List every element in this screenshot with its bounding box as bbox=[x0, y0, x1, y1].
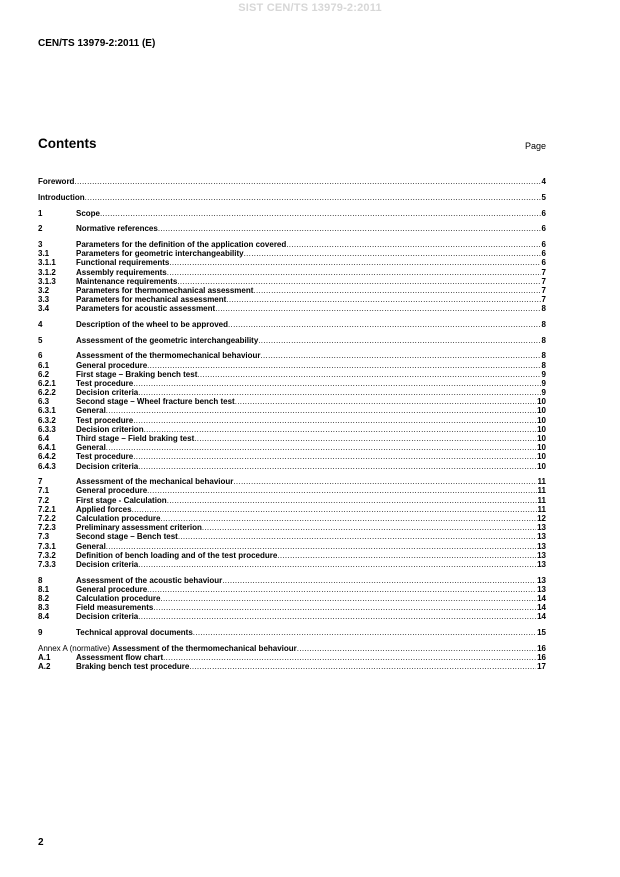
toc-entry[interactable] bbox=[38, 320, 546, 329]
dot-leader bbox=[235, 397, 536, 406]
toc-entry-number: 6.2.2 bbox=[38, 388, 56, 398]
toc-entry-page: 13 bbox=[537, 523, 546, 533]
contents-heading: Contents bbox=[38, 136, 97, 151]
toc-entry[interactable] bbox=[38, 541, 546, 550]
toc-entry[interactable] bbox=[38, 452, 546, 461]
toc-entry-title: Maintenance requirements bbox=[76, 276, 178, 286]
toc-entry-title: Technical approval documents bbox=[76, 628, 193, 638]
toc-entry-page: 13 bbox=[537, 541, 546, 551]
toc-entry-number: 3.1.2 bbox=[38, 267, 56, 277]
dot-leader bbox=[133, 416, 536, 425]
toc-entry-page: 11 bbox=[537, 504, 546, 514]
toc-entry[interactable] bbox=[38, 523, 546, 532]
toc-entry-number: 3.1.3 bbox=[38, 276, 56, 286]
toc-entry-number: 6 bbox=[38, 351, 43, 361]
toc-entry-page: 8 bbox=[541, 335, 546, 345]
toc-entry-title: Assessment of the mechanical behaviour bbox=[76, 477, 234, 487]
toc-entry-page: 9 bbox=[541, 378, 546, 388]
toc-entry-number: 6.4.2 bbox=[38, 452, 56, 462]
dot-leader bbox=[178, 532, 536, 541]
toc-entry-number: 7.3.2 bbox=[38, 550, 56, 560]
toc-entry[interactable] bbox=[38, 495, 546, 504]
toc-entry-page: 16 bbox=[537, 643, 546, 653]
page-column-label: Page bbox=[524, 141, 546, 151]
toc-entry-title: Parameters for mechanical assessment bbox=[76, 295, 227, 305]
toc-entry[interactable] bbox=[38, 644, 546, 653]
toc-entry[interactable] bbox=[38, 360, 546, 369]
toc-entry[interactable] bbox=[38, 177, 546, 186]
toc-entry[interactable] bbox=[38, 388, 546, 397]
toc-entry-title: Decision criteria bbox=[76, 388, 139, 398]
toc-entry-number: 7.2.3 bbox=[38, 523, 56, 533]
toc-entry[interactable] bbox=[38, 351, 546, 360]
toc-entry-title: Functional requirements bbox=[76, 258, 170, 268]
toc-entry[interactable] bbox=[38, 653, 546, 662]
dot-leader bbox=[133, 452, 536, 461]
toc-entry[interactable] bbox=[38, 603, 546, 612]
toc-entry-title: General bbox=[76, 406, 106, 416]
toc-entry-title: Field measurements bbox=[76, 603, 154, 613]
dot-leader bbox=[163, 653, 536, 662]
toc-entry-title: Decision criterion bbox=[76, 424, 144, 434]
toc-entry-number: 3 bbox=[38, 239, 43, 249]
dot-leader bbox=[177, 277, 540, 286]
toc-entry-number: 8.4 bbox=[38, 612, 50, 622]
dot-leader bbox=[158, 224, 541, 233]
toc-entry-page: 15 bbox=[537, 628, 546, 638]
toc-entry-title: General procedure bbox=[76, 486, 148, 496]
toc-entry-title: Foreword bbox=[38, 177, 75, 187]
toc-entry[interactable] bbox=[38, 415, 546, 424]
toc-entry-page: 6 bbox=[541, 239, 546, 249]
toc-entry-title: First stage - Calculation bbox=[76, 495, 167, 505]
toc-entry[interactable] bbox=[38, 267, 546, 276]
dot-leader bbox=[138, 612, 536, 621]
toc-entry[interactable] bbox=[38, 406, 546, 415]
toc-entry-page: 8 bbox=[541, 304, 546, 314]
toc-entry-number: 6.4.3 bbox=[38, 461, 56, 471]
toc-entry-page: 7 bbox=[541, 267, 546, 277]
toc-entry[interactable] bbox=[38, 575, 546, 584]
dot-leader bbox=[132, 505, 537, 514]
dot-leader bbox=[222, 576, 536, 585]
toc-entry-number: 8.3 bbox=[38, 603, 50, 613]
dot-leader bbox=[133, 379, 540, 388]
toc-entry[interactable] bbox=[38, 514, 546, 523]
toc-entry[interactable] bbox=[38, 628, 546, 637]
toc-entry-page: 10 bbox=[537, 415, 546, 425]
toc-entry-page: 9 bbox=[541, 388, 546, 398]
toc-entry-number: 3.2 bbox=[38, 285, 50, 295]
dot-leader bbox=[233, 477, 536, 486]
toc-entry-title: Decision criteria bbox=[76, 559, 139, 569]
toc-entry-page: 10 bbox=[537, 452, 546, 462]
toc-entry-title: General procedure bbox=[76, 360, 148, 370]
toc-entry-number: 8 bbox=[38, 575, 43, 585]
dot-leader bbox=[253, 286, 540, 295]
dot-leader bbox=[202, 523, 536, 532]
dot-leader bbox=[226, 295, 540, 304]
page-number: 2 bbox=[38, 837, 44, 848]
toc-entry-title: Scope bbox=[76, 208, 101, 218]
toc-entry-title: General procedure bbox=[76, 584, 148, 594]
toc-entry-title: Parameters for acoustic assessment bbox=[76, 304, 216, 314]
toc-entry-title: Introduction bbox=[38, 192, 85, 202]
toc-entry-number: 5 bbox=[38, 335, 43, 345]
toc-entry-page: 10 bbox=[537, 443, 546, 453]
toc-entry-number: 2 bbox=[38, 224, 43, 234]
dot-leader bbox=[138, 388, 540, 397]
toc-entry-title: Calculation procedure bbox=[76, 594, 161, 603]
dot-leader bbox=[167, 268, 541, 277]
toc-entry[interactable] bbox=[38, 425, 546, 434]
toc-entry-page: 10 bbox=[537, 424, 546, 434]
document-id: CEN/TS 13979-2:2011 (E) bbox=[38, 38, 156, 49]
toc-entry-number: 3.3 bbox=[38, 295, 50, 305]
toc-entry-page: 5 bbox=[541, 192, 546, 202]
toc-entry-page: 13 bbox=[537, 550, 546, 560]
dot-leader bbox=[147, 361, 540, 370]
toc-entry-page: 13 bbox=[537, 584, 546, 594]
toc-entry-number: 3.1.1 bbox=[38, 258, 56, 268]
toc-entry-number: 7.1 bbox=[38, 486, 50, 496]
toc-entry-title: Braking bench test procedure bbox=[76, 662, 190, 672]
toc-entry-page: 17 bbox=[537, 662, 546, 672]
toc-entry[interactable] bbox=[38, 224, 546, 233]
toc-entry-title: Assembly requirements bbox=[76, 267, 167, 277]
dot-leader bbox=[286, 240, 540, 249]
toc-entry-number: 1 bbox=[38, 208, 43, 218]
toc-entry-page: 10 bbox=[537, 434, 546, 443]
dot-leader bbox=[138, 560, 536, 569]
toc-entry-title: Preliminary assessment criterion bbox=[76, 523, 202, 533]
dot-leader bbox=[277, 551, 536, 560]
toc-entry[interactable] bbox=[38, 662, 546, 671]
toc-entry-title: Parameters for geometric interchangeability bbox=[76, 249, 244, 259]
toc-entry-page: 11 bbox=[537, 495, 546, 505]
toc-entry-title: Third stage – Field braking test bbox=[76, 434, 195, 443]
dot-leader bbox=[197, 370, 540, 379]
toc-entry-page: 16 bbox=[537, 652, 546, 662]
toc-entry-title: Parameters for thermomechanical assessment bbox=[76, 285, 254, 295]
toc-entry-page: 8 bbox=[541, 319, 546, 329]
dot-leader bbox=[215, 304, 540, 313]
toc-entry[interactable] bbox=[38, 551, 546, 560]
toc-entry-page: 6 bbox=[541, 208, 546, 218]
dot-leader bbox=[297, 644, 536, 653]
toc-entry-number: 7.2.2 bbox=[38, 514, 56, 523]
toc-entry-page: 10 bbox=[537, 461, 546, 471]
dot-leader bbox=[189, 662, 536, 671]
toc-entry-number: A.2 bbox=[38, 662, 51, 672]
toc-entry-title: Assessment of the geometric interchangeability bbox=[76, 335, 259, 345]
watermark: SIST CEN/TS 13979-2:2011 bbox=[238, 2, 382, 14]
dot-leader bbox=[100, 209, 541, 218]
dot-leader bbox=[74, 177, 540, 186]
toc-entry[interactable] bbox=[38, 612, 546, 621]
toc-entry-page: 9 bbox=[541, 369, 546, 379]
toc-entry-title: Definition of bench loading and of the test procedure bbox=[76, 550, 278, 560]
toc-entry[interactable] bbox=[38, 532, 546, 541]
dot-leader bbox=[160, 594, 536, 603]
dot-leader bbox=[106, 406, 536, 415]
toc-entry[interactable] bbox=[38, 208, 546, 217]
toc-entry-number: 9 bbox=[38, 628, 43, 638]
toc-entry-page: 14 bbox=[537, 612, 546, 622]
toc-entry-title: Parameters for the definition of the application covered bbox=[76, 239, 287, 249]
toc-entry-title: Applied forces bbox=[76, 504, 132, 514]
table-of-contents bbox=[38, 177, 546, 671]
toc-entry-number: 7 bbox=[38, 477, 43, 487]
toc-entry-title: First stage – Braking bench test bbox=[76, 369, 198, 379]
toc-entry-number: 6.3.1 bbox=[38, 406, 56, 416]
toc-entry-number: 6.2.1 bbox=[38, 378, 56, 388]
toc-entry-number: 3.1 bbox=[38, 249, 50, 259]
toc-entry-page: 8 bbox=[541, 360, 546, 370]
toc-entry[interactable] bbox=[38, 295, 546, 304]
annex-label: Annex A bbox=[38, 643, 70, 653]
dot-leader bbox=[193, 628, 536, 637]
dot-leader bbox=[169, 258, 540, 267]
toc-entry[interactable] bbox=[38, 585, 546, 594]
toc-entry-page: 4 bbox=[541, 177, 546, 187]
toc-entry-page: 13 bbox=[537, 532, 546, 542]
toc-entry-number: 4 bbox=[38, 319, 43, 329]
toc-entry[interactable] bbox=[38, 594, 546, 603]
toc-entry-page: 7 bbox=[541, 276, 546, 286]
toc-entry-page: 11 bbox=[537, 477, 546, 487]
toc-entry-title: Assessment of the acoustic behaviour bbox=[76, 575, 223, 585]
dot-leader bbox=[106, 443, 536, 452]
toc-entry-page: 8 bbox=[541, 351, 546, 361]
toc-entry[interactable] bbox=[38, 370, 546, 379]
toc-entry-number: 7.2.1 bbox=[38, 504, 56, 514]
dot-leader bbox=[153, 603, 536, 612]
toc-entry[interactable] bbox=[38, 277, 546, 286]
toc-entry-number: A.1 bbox=[38, 652, 51, 662]
dot-leader bbox=[147, 486, 536, 495]
toc-entry-number: 7.3.3 bbox=[38, 559, 56, 569]
toc-entry[interactable] bbox=[38, 560, 546, 569]
toc-entry-title: Test procedure bbox=[76, 415, 134, 425]
toc-entry[interactable] bbox=[38, 477, 546, 486]
toc-entry-number: 3.4 bbox=[38, 304, 50, 314]
dot-leader bbox=[144, 425, 537, 434]
toc-entry-title: General bbox=[76, 443, 106, 453]
toc-entry-page: 12 bbox=[537, 514, 546, 523]
toc-entry-number: 6.4 bbox=[38, 434, 50, 443]
toc-entry-page: 10 bbox=[537, 406, 546, 416]
toc-entry-page: 14 bbox=[537, 594, 546, 603]
toc-entry-page: 7 bbox=[541, 285, 546, 295]
dot-leader bbox=[194, 434, 536, 443]
toc-entry-page: 7 bbox=[541, 295, 546, 305]
toc-entry-number: 7.3 bbox=[38, 532, 50, 542]
toc-entry-title: Assessment of the thermomechanical behaviour bbox=[76, 351, 261, 361]
toc-entry-number: 6.4.1 bbox=[38, 443, 56, 453]
dot-leader bbox=[167, 496, 537, 505]
toc-entry-title: Second stage – Wheel fracture bench test bbox=[76, 397, 235, 407]
toc-entry-page: 6 bbox=[541, 249, 546, 259]
toc-entry-page: 13 bbox=[537, 575, 546, 585]
dot-leader bbox=[160, 514, 536, 523]
toc-entry-title: Second stage – Bench test bbox=[76, 532, 178, 542]
dot-leader bbox=[85, 193, 541, 202]
toc-entry-page: 10 bbox=[537, 397, 546, 407]
toc-entry-page: 6 bbox=[541, 258, 546, 268]
toc-entry-page: 14 bbox=[537, 603, 546, 613]
dot-leader bbox=[106, 542, 536, 551]
toc-entry-number: 8.1 bbox=[38, 584, 50, 594]
toc-entry-page: 11 bbox=[537, 486, 546, 496]
toc-entry-title: Decision criteria bbox=[76, 612, 139, 622]
toc-entry-title: Normative references bbox=[76, 224, 158, 234]
toc-entry-title bbox=[38, 644, 297, 653]
toc-entry[interactable] bbox=[38, 258, 546, 267]
dot-leader bbox=[138, 462, 536, 471]
toc-entry-title: Calculation procedure bbox=[76, 514, 161, 523]
annex-note: (normative) bbox=[69, 643, 113, 653]
toc-entry-number: 6.2 bbox=[38, 369, 50, 379]
toc-entry-page: 13 bbox=[537, 559, 546, 569]
toc-entry[interactable] bbox=[38, 193, 546, 202]
toc-entry-number: 8.2 bbox=[38, 594, 50, 603]
toc-entry[interactable] bbox=[38, 397, 546, 406]
toc-entry-page: 6 bbox=[541, 224, 546, 234]
toc-entry-number: 7.2 bbox=[38, 495, 50, 505]
toc-entry-title: General bbox=[76, 541, 106, 551]
toc-entry-title: Test procedure bbox=[76, 452, 134, 462]
toc-entry[interactable] bbox=[38, 379, 546, 388]
toc-entry[interactable] bbox=[38, 434, 546, 443]
toc-entry-title: Test procedure bbox=[76, 378, 134, 388]
toc-entry-title: Assessment flow chart bbox=[76, 652, 164, 662]
annex-title: Assessment of the thermomechanical behaviour bbox=[112, 643, 297, 653]
toc-entry-title: Description of the wheel to be approved bbox=[76, 319, 229, 329]
toc-entry[interactable] bbox=[38, 286, 546, 295]
dot-leader bbox=[147, 585, 536, 594]
toc-entry[interactable] bbox=[38, 304, 546, 313]
toc-entry[interactable] bbox=[38, 249, 546, 258]
toc-entry-number: 6.3 bbox=[38, 397, 50, 407]
toc-entry[interactable] bbox=[38, 240, 546, 249]
dot-leader bbox=[244, 249, 541, 258]
toc-entry-number: 6.3.2 bbox=[38, 415, 56, 425]
toc-entry-number: 6.1 bbox=[38, 360, 50, 370]
toc-entry[interactable] bbox=[38, 461, 546, 470]
dot-leader bbox=[228, 320, 541, 329]
toc-entry[interactable] bbox=[38, 335, 546, 344]
toc-entry[interactable] bbox=[38, 486, 546, 495]
toc-entry-number: 6.3.3 bbox=[38, 424, 56, 434]
toc-entry[interactable] bbox=[38, 505, 546, 514]
dot-leader bbox=[258, 336, 540, 345]
toc-entry[interactable] bbox=[38, 443, 546, 452]
dot-leader bbox=[261, 351, 541, 360]
toc-entry-title: Decision criteria bbox=[76, 461, 139, 471]
toc-entry-number: 7.3.1 bbox=[38, 541, 56, 551]
